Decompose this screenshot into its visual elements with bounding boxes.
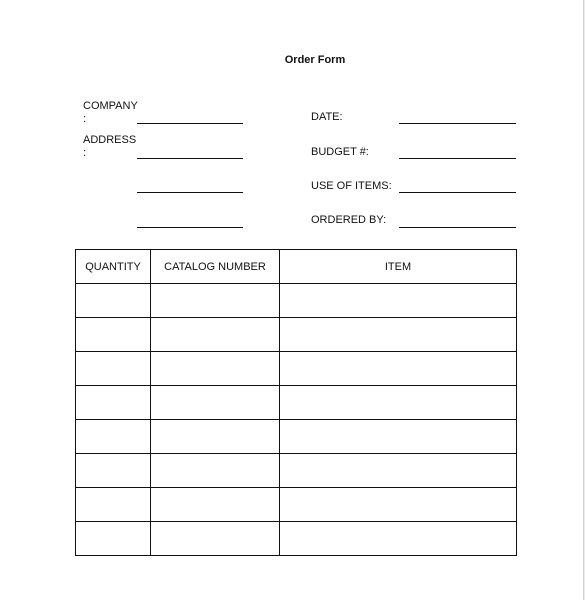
date-field-line[interactable] (399, 123, 516, 124)
table-row (76, 386, 517, 420)
table-row (76, 488, 517, 522)
date-label: DATE: (311, 111, 343, 123)
catalog-number-cell[interactable] (151, 284, 280, 318)
table-header-row (76, 250, 517, 284)
item-cell[interactable] (280, 352, 517, 386)
item-cell[interactable] (280, 386, 517, 420)
address-field-line-1[interactable] (137, 158, 243, 159)
budget-label: BUDGET #: (311, 146, 369, 158)
catalog-number-cell[interactable] (151, 522, 280, 556)
catalog-number-cell[interactable] (151, 488, 280, 522)
quantity-cell[interactable] (76, 522, 151, 556)
item-cell[interactable] (280, 488, 517, 522)
use-of-items-label: USE OF ITEMS: (311, 180, 392, 192)
item-cell[interactable] (280, 318, 517, 352)
ordered-by-field-line[interactable] (399, 227, 516, 228)
catalog-number-cell[interactable] (151, 454, 280, 488)
use-of-items-field-line[interactable] (399, 192, 516, 193)
quantity-cell[interactable] (76, 454, 151, 488)
item-header: ITEM (280, 250, 517, 284)
address-field-line-3[interactable] (137, 227, 243, 228)
item-cell[interactable] (280, 522, 517, 556)
catalog-number-header: CATALOG NUMBER (151, 250, 280, 284)
item-cell[interactable] (280, 454, 517, 488)
quantity-cell[interactable] (76, 386, 151, 420)
budget-field-line[interactable] (399, 158, 516, 159)
catalog-number-cell[interactable] (151, 386, 280, 420)
order-items-table (75, 249, 517, 556)
quantity-cell[interactable] (76, 420, 151, 454)
quantity-cell[interactable] (76, 318, 151, 352)
quantity-header: QUANTITY (76, 250, 151, 284)
address-label: ADDRESS : (83, 134, 137, 159)
table-row (76, 522, 517, 556)
table-row (76, 352, 517, 386)
table-row (76, 454, 517, 488)
address-field-line-2[interactable] (137, 192, 243, 193)
catalog-number-cell[interactable] (151, 352, 280, 386)
quantity-cell[interactable] (76, 488, 151, 522)
ordered-by-label: ORDERED BY: (311, 214, 387, 226)
table-row (76, 318, 517, 352)
item-cell[interactable] (280, 284, 517, 318)
company-label: COMPANY : (83, 100, 138, 125)
catalog-number-cell[interactable] (151, 420, 280, 454)
form-title: Order Form (284, 54, 346, 66)
table-row (76, 420, 517, 454)
quantity-cell[interactable] (76, 284, 151, 318)
quantity-cell[interactable] (76, 352, 151, 386)
company-field-line[interactable] (137, 123, 243, 124)
catalog-number-cell[interactable] (151, 318, 280, 352)
item-cell[interactable] (280, 420, 517, 454)
table-row (76, 284, 517, 318)
